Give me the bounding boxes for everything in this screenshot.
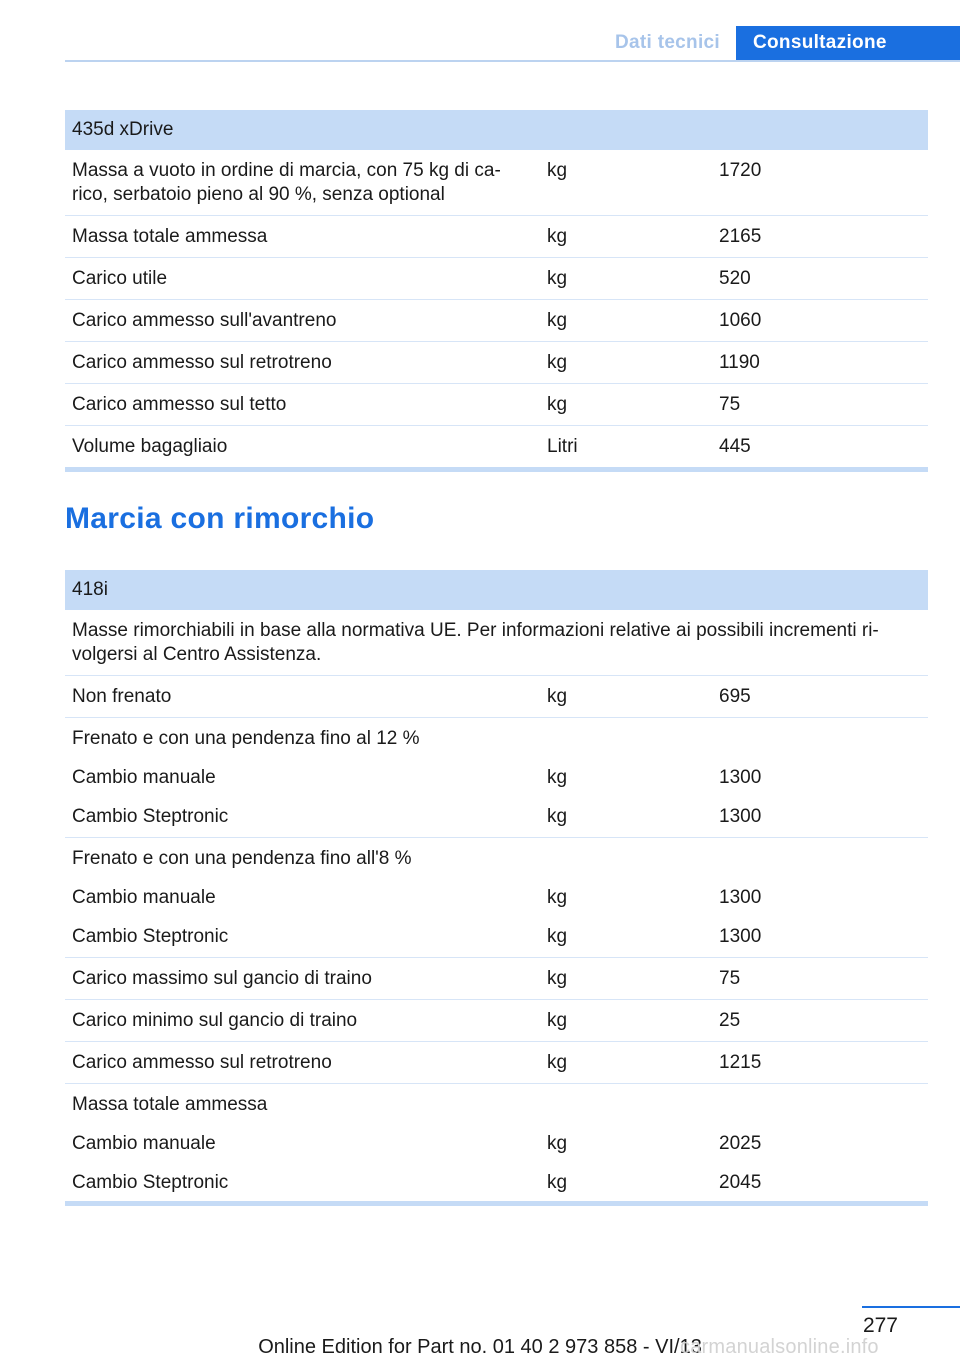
row-label: Cambio manuale [72,1133,216,1154]
table-group-heading [65,718,928,758]
row-label: Carico ammesso sul tetto [65,384,540,426]
row-unit: kg [540,796,712,838]
section-title: Marcia con rimorchio [65,502,375,535]
table-row [65,877,928,916]
row-unit: kg [540,300,712,342]
footer-edition: Online Edition for Part no. 01 40 2 973 858 - VI/13 [258,1336,702,1358]
row-label: Non frenato [65,676,540,718]
row-unit: kg [547,767,568,788]
row-unit: kg [540,258,712,300]
row-unit: kg [540,342,712,384]
table-title: 418i [65,570,928,610]
table-note: Masse rimorchiabili in base alla normativa UE. Per informazioni relative ai possibili incrementi ri- volgersi al Centro Assistenza. [65,610,928,676]
row-unit: kg [540,958,712,1000]
table-group-heading [65,1084,928,1124]
watermark: carmanualsonline.info [680,1336,879,1358]
row-label: Massa totale ammessa [65,216,540,258]
row-unit: kg [540,150,712,216]
row-label: Volume bagagliaio [65,426,540,470]
row-label: Massa a vuoto in ordine di marcia, con 75 kg di ca- rico, serbatoio pieno al 90 %, senza optional [65,150,540,216]
table-row [65,150,928,216]
group-label: Frenato e con una pendenza fino al 12 % [72,728,420,749]
row-label: Cambio manuale [72,887,216,908]
row-value: 1300 [719,767,762,788]
table-row [65,958,928,1000]
row-value: 1190 [712,342,928,384]
table-row [65,258,928,300]
row-value: 75 [712,384,928,426]
page-number: 277 [862,1314,898,1337]
header-divider [65,60,960,62]
row-label: Carico ammesso sull'avantreno [65,300,540,342]
row-unit: kg [547,1133,568,1154]
row-unit: kg [540,676,712,718]
row-unit: kg [540,1042,712,1084]
row-value: 75 [712,958,928,1000]
table-row [65,384,928,426]
table-row [65,342,928,384]
spec-table-418i [65,570,928,1206]
row-value: 1215 [712,1042,928,1084]
row-label: Carico ammesso sul retrotreno [65,342,540,384]
group-label: Frenato e con una pendenza fino all'8 % [72,848,412,869]
table-row [65,426,928,470]
row-label: Cambio Steptronic [65,916,540,958]
row-value: 2045 [712,1162,928,1204]
row-label: Carico utile [65,258,540,300]
table-row [65,216,928,258]
table-row [65,1000,928,1042]
row-value: 445 [712,426,928,470]
table-row [65,300,928,342]
row-value: 1720 [712,150,928,216]
group-label: Massa totale ammessa [72,1094,268,1115]
footer-divider [862,1306,960,1308]
header-section-consultazione[interactable]: Consultazione [736,26,960,60]
row-unit: kg [540,384,712,426]
table-row [65,676,928,718]
table-row [65,916,928,958]
row-label: Carico minimo sul gancio di traino [65,1000,540,1042]
table-header [65,570,928,610]
table-row [65,1042,928,1084]
row-unit: kg [540,1162,712,1204]
row-value: 695 [712,676,928,718]
row-label: Cambio manuale [72,767,216,788]
table-row [65,1123,928,1162]
row-unit: kg [540,216,712,258]
row-unit: kg [547,887,568,908]
row-value: 1300 [712,916,928,958]
table-title: 435d xDrive [65,110,928,150]
spec-table-435d [65,110,928,472]
row-value: 520 [712,258,928,300]
row-unit: kg [540,1000,712,1042]
row-label: Carico massimo sul gancio di traino [65,958,540,1000]
table-header [65,110,928,150]
row-label: Cambio Steptronic [65,796,540,838]
table-group-heading [65,838,928,878]
header-section-dati-tecnici[interactable]: Dati tecnici [615,32,720,53]
row-value: 25 [712,1000,928,1042]
row-value: 1300 [719,887,762,908]
row-value: 1300 [712,796,928,838]
row-label: Cambio Steptronic [65,1162,540,1204]
row-unit: kg [540,916,712,958]
row-value: 1060 [712,300,928,342]
table-row [65,757,928,796]
row-value: 2165 [712,216,928,258]
row-value: 2025 [719,1133,762,1154]
table-row [65,1162,928,1204]
row-label: Carico ammesso sul retrotreno [65,1042,540,1084]
table-note-row [65,610,928,676]
table-row [65,796,928,838]
row-unit: Litri [540,426,712,470]
